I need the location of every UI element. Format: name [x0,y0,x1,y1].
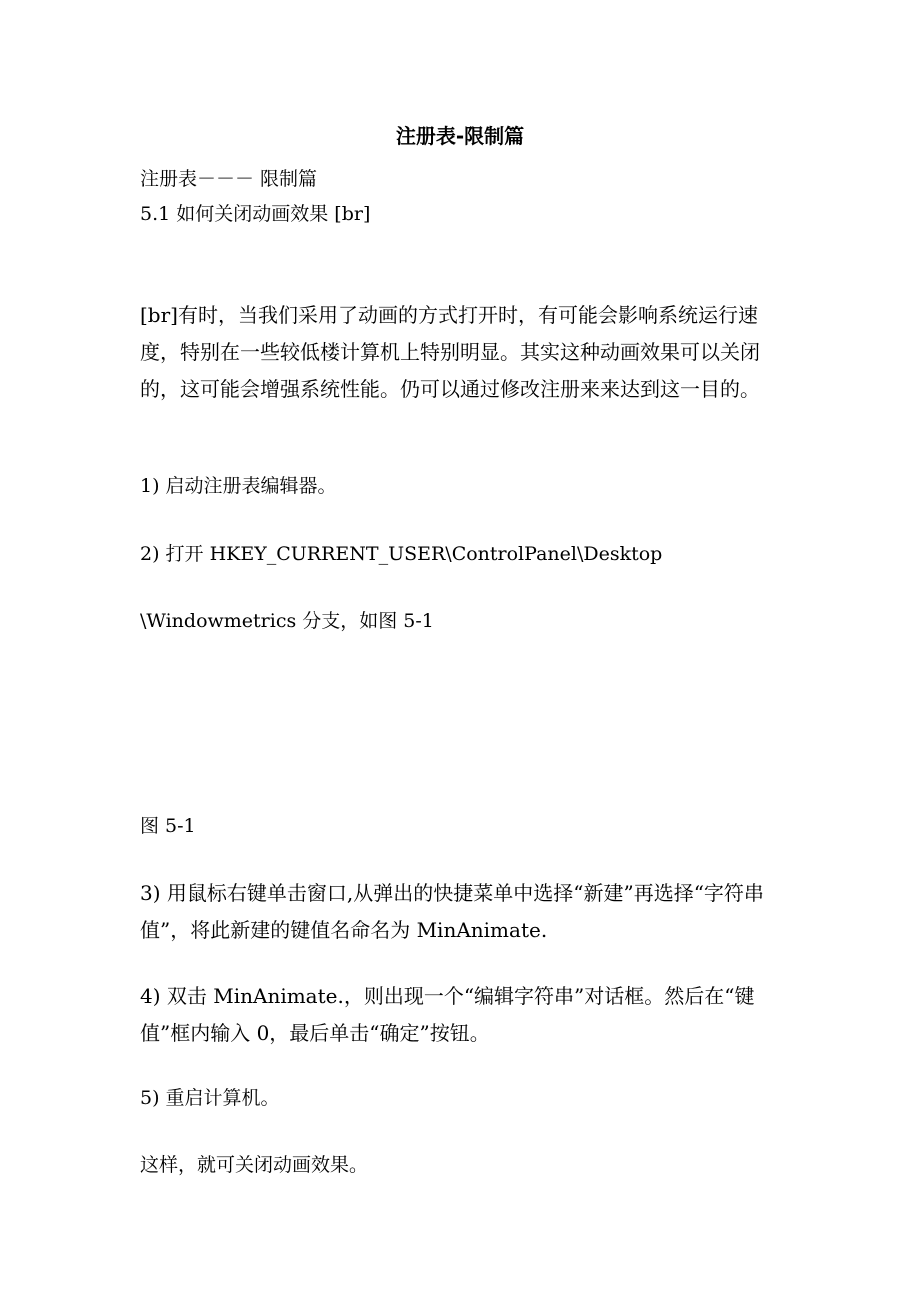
document-subtitle: 注册表－－－ 限制篇 [140,168,318,190]
step-1: 1) 启动注册表编辑器。 [140,475,337,497]
conclusion: 这样，就可关闭动画效果。 [140,1154,369,1176]
document-title: 注册表-限制篇 [395,124,525,148]
section-heading: 5.1 如何关闭动画效果 [br] [140,203,371,225]
figure-caption: 图 5-1 [140,815,196,837]
step-3-paragraph: 3) 用鼠标右键单击窗口,从弹出的快捷菜单中选择“新建”再选择“字符串值”，将此新建的键值名命名为 MinAnimate. [140,881,764,942]
step-2-line-1: 2) 打开 HKEY_CURRENT_USER\ControlPanel\Desktop [140,543,663,565]
step-2-line-2: \Windowmetrics 分支，如图 5-1 [140,610,434,632]
intro-paragraph: [br]有时，当我们采用了动画的方式打开时，有可能会影响系统运行速度，特别在一些较低楼计算机上特别明显。其实这种动画效果可以关闭的，这可能会增强系统性能。仍可以通过修改注册来来达到这一目的。 [140,303,760,401]
step-5: 5) 重启计算机。 [140,1087,280,1109]
step-4-paragraph: 4) 双击 MinAnimate.，则出现一个“编辑字符串”对话框。然后在“键值”框内输入 0，最后单击“确定”按钮。 [140,984,755,1045]
